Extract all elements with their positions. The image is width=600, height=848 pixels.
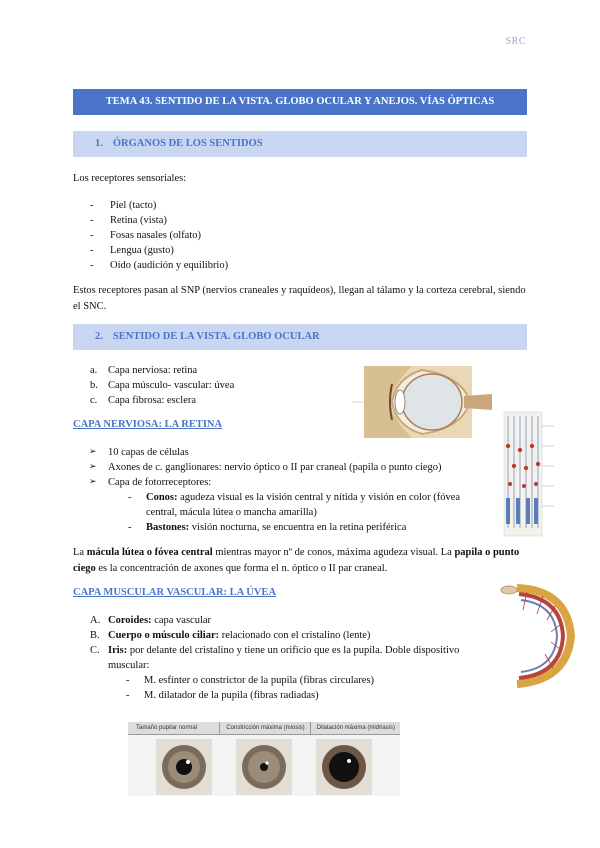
page-title: TEMA 43. SENTIDO DE LA VISTA. GLOBO OCULAR Y ANEJOS. VÍAS ÓPTICAS	[73, 89, 527, 115]
list-item: B. Cuerpo o músculo ciliar: relacionado con el cristalino (lente)	[90, 630, 371, 641]
list-item: a. Capa nerviosa: retina	[90, 365, 198, 376]
section-2-number: 2.	[95, 331, 103, 342]
list-item: ➢ Capa de fotorreceptores: - Conos: agudeza visual es la visión central y nítida y visión en color (fóvea central, mácula lútea o mancha amarilla) - Bastones: visión nocturna, se encuentra en la retina periférica	[73, 475, 493, 535]
macula-paragraph: La mácula lútea o fóvea central mientras mayor nº de conos, máxima agudeza visual. La papila o punto ciego es la concentración de axones que forma el n. óptico o II par craneal.	[73, 547, 520, 574]
section-1-summary: Estos receptores pasan al SNP (nervios craneales y raquídeos), llegan al tálamo y la corteza cerebral, siendo el SNC.	[73, 285, 526, 312]
pupil-midriasis-image	[316, 739, 372, 795]
sense-organ-list	[90, 198, 490, 273]
header-tag: SRC	[505, 36, 526, 47]
list-item: b. Capa músculo- vascular: úvea	[90, 380, 235, 391]
pupil-miosis-label: Constricción máxima (miosis)	[220, 722, 310, 734]
eye-layers-list	[73, 363, 333, 408]
list-item: - M. esfínter o constrictor de la pupila (fibras circulares)	[126, 673, 493, 688]
retina-list	[73, 445, 493, 535]
pupil-normal-label: Tamaño pupilar normal	[128, 722, 220, 734]
pupil-miosis-image	[236, 739, 292, 795]
pupil-normal-image	[156, 739, 212, 795]
section-1-title: ÓRGANOS DE LOS SENTIDOS	[112, 138, 263, 149]
section-1-intro: Los receptores sensoriales:	[73, 173, 187, 184]
section-2-heading	[73, 324, 527, 350]
uvea-list	[73, 613, 493, 703]
section-2-title: SENTIDO DE LA VISTA. GLOBO OCULAR	[112, 331, 320, 342]
list-item: A. Coroides: capa vascular	[90, 615, 212, 626]
pupil-size-figure	[128, 722, 400, 796]
pupil-midriasis-label: Dilatación máxima (midriasis)	[316, 725, 396, 731]
list-item: - Fosas nasales (olfato)	[90, 228, 490, 243]
list-item: - Conos: agudeza visual es la visión central y nítida y visión en color (fóvea central, mácula lútea o mancha amarilla)	[128, 490, 493, 520]
uvea-diagram-figure	[497, 580, 577, 690]
list-item: - Oído (audición y equilibrio)	[90, 258, 490, 273]
section-1-number: 1.	[95, 138, 103, 149]
list-item: c. Capa fibrosa: esclera	[90, 395, 197, 406]
uvea-heading: CAPA MUSCULAR VASCULAR: LA ÚVEA	[73, 587, 277, 598]
list-item: - Lengua (gusto)	[90, 243, 490, 258]
list-item: - Bastones: visión nocturna, se encuentra en la retina periférica	[128, 520, 493, 535]
eye-cross-section-figure	[352, 366, 492, 438]
list-item: ➢ Axones de c. ganglionares: nervio óptico o II par craneal (papila o punto ciego)	[89, 462, 442, 473]
list-item: - Piel (tacto)	[90, 198, 490, 213]
retina-heading: CAPA NERVIOSA: LA RETINA	[73, 419, 223, 430]
list-item: - M. dilatador de la pupila (fibras radiadas)	[126, 688, 493, 703]
list-item: ➢ 10 capas de células	[89, 447, 189, 458]
section-1-heading	[73, 131, 527, 157]
retina-layers-figure	[500, 406, 556, 546]
list-item: C. Iris: por delante del cristalino y tiene un orificio que es la pupila. Doble dispositivo muscular: - M. esfínter o constrictor de la pupila (fibras circulares) - M. dilatador de la pupila (fibras radiadas)	[73, 643, 493, 703]
list-item: - Retina (vista)	[90, 213, 490, 228]
